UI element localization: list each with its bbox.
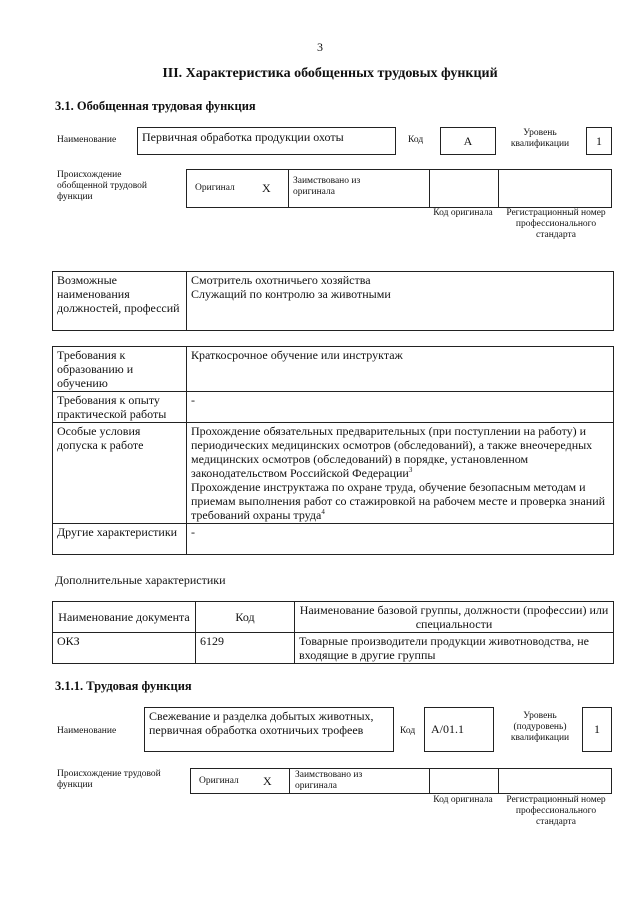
education-value: Краткосрочное обучение или инструктаж <box>187 347 614 392</box>
page-title: III. Характеристика обобщенных трудовых функций <box>162 66 498 81</box>
page-number: 3 <box>317 40 323 54</box>
other-label: Другие характеристики <box>53 524 187 555</box>
tf-original-mark: Х <box>263 774 272 788</box>
tf-name-label: Наименование <box>57 726 117 736</box>
section-31-title: 3.1. Обобщенная трудовая функция <box>55 99 256 113</box>
positions-label: Возможные наименования должностей, профессий <box>53 272 187 331</box>
additional-title: Дополнительные характеристики <box>55 573 226 587</box>
col-code-header: Код <box>196 602 295 633</box>
original-mark: Х <box>262 181 271 195</box>
other-value: - <box>187 524 614 555</box>
tf-origin-label: Происхождение трудовой функции <box>57 769 161 790</box>
col-doc-header: Наименование документа <box>53 602 196 633</box>
code-original-label: Код оригинала <box>433 208 493 218</box>
original-label: Оригинал <box>195 183 235 193</box>
tf-origin-table <box>190 768 612 794</box>
tf-code-original-label: Код оригинала <box>433 795 493 805</box>
tf-level-value: 1 <box>582 707 612 752</box>
positions-values <box>187 272 614 331</box>
tf-code-value: А/01.1 <box>424 707 494 752</box>
position-2: Служащий по контролю за животными <box>191 287 391 301</box>
level-label: Уровень квалификации <box>510 128 570 149</box>
tf-level-label: Уровень (подуровень) квалификации <box>510 711 570 743</box>
reg-number-label: Регистрационный номер профессионального стандарта <box>506 208 606 240</box>
requirements-table <box>52 346 614 555</box>
admission-text-1: Прохождение обязательных предварительных (при поступлении на работу) и периодических медицинских осмотров (обследований), а также внеочередных медицинских осмотров (обследований) в порядке, установленном законодательством Российской Федерации <box>191 424 593 480</box>
admission-label: Особые условия допуска к работе <box>53 423 187 524</box>
col-name-header: Наименование базовой группы, должности (профессии) или специальности <box>295 602 614 633</box>
row-code: 6129 <box>196 633 295 664</box>
experience-value: - <box>187 392 614 423</box>
tf-original-label: Оригинал <box>199 776 239 786</box>
section-311-title: 3.1.1. Трудовая функция <box>55 679 192 693</box>
code-value: А <box>440 127 496 155</box>
position-1: Смотритель охотничьего хозяйства <box>191 273 371 287</box>
generalized-function-name: Первичная обработка продукции охоты <box>137 127 396 155</box>
tf-code-label: Код <box>400 726 416 736</box>
admission-text-2: Прохождение инструктажа по охране труда, обучение безопасным методам и приемам выполнения работ со стажировкой на рабочем месте и проверка знаний требований охраны труда <box>191 480 606 522</box>
footnote-3: 3 <box>408 466 413 474</box>
origin-table <box>186 169 612 208</box>
footnote-4: 4 <box>321 508 325 516</box>
labor-function-name: Свежевание и разделка добытых животных, первичная обработка охотничьих трофеев <box>144 707 394 752</box>
origin-label: Происхождение обобщенной трудовой функции <box>57 170 147 202</box>
additional-table <box>52 601 614 664</box>
admission-value <box>187 423 614 524</box>
row-name: Товарные производители продукции животноводства, не входящие в другие группы <box>295 633 614 664</box>
level-value: 1 <box>586 127 612 155</box>
experience-label: Требования к опыту практической работы <box>53 392 187 423</box>
name-label: Наименование <box>57 135 117 145</box>
borrowed-label: Заимствовано из оригинала <box>293 176 361 197</box>
tf-borrowed-label: Заимствовано из оригинала <box>295 770 363 791</box>
positions-table <box>52 271 614 331</box>
education-label: Требования к образованию и обучению <box>53 347 187 392</box>
code-label: Код <box>408 135 424 145</box>
row-doc: ОКЗ <box>53 633 196 664</box>
tf-reg-number-label: Регистрационный номер профессионального стандарта <box>506 795 606 827</box>
